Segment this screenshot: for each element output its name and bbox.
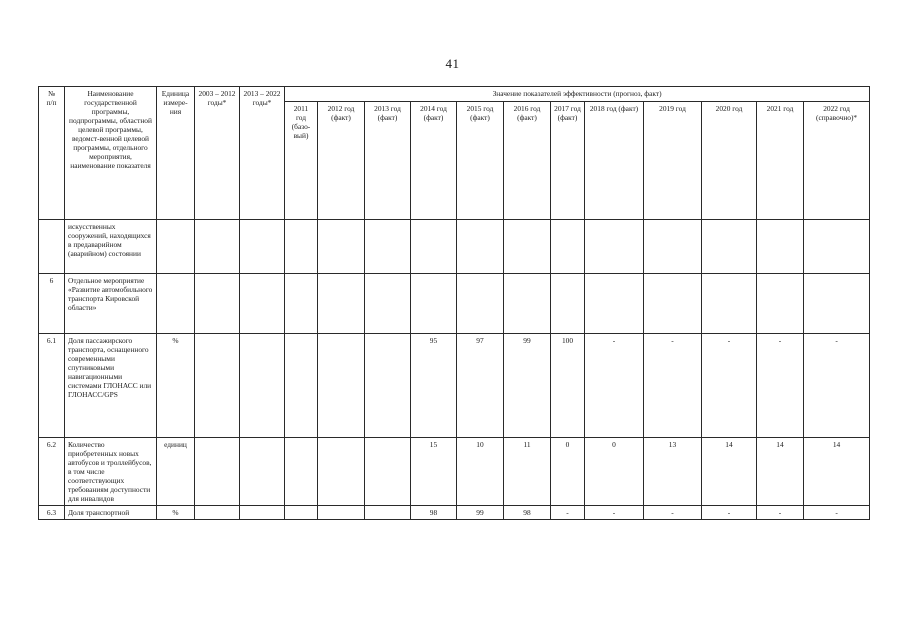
- row-unit: [157, 274, 195, 334]
- row-value: [757, 274, 804, 334]
- row-value: [551, 220, 585, 274]
- header-year: 2011 год (базо-вый): [285, 102, 318, 220]
- row-value: 99: [457, 506, 504, 520]
- row-value: -: [585, 506, 644, 520]
- row-value: 14: [757, 438, 804, 506]
- row-period-2013-2022: [240, 334, 285, 438]
- header-year: 2012 год (факт): [318, 102, 365, 220]
- row-value: [285, 506, 318, 520]
- row-period-2013-2022: [240, 506, 285, 520]
- row-unit: %: [157, 506, 195, 520]
- row-value: [365, 506, 411, 520]
- row-value: 98: [504, 506, 551, 520]
- row-value: -: [702, 334, 757, 438]
- row-value: -: [644, 506, 702, 520]
- row-value: 14: [804, 438, 870, 506]
- row-value: [804, 274, 870, 334]
- header-group-values: Значение показателей эффективности (прогноз, факт): [285, 87, 870, 102]
- row-value: [411, 274, 457, 334]
- row-value: [318, 220, 365, 274]
- row-value: [365, 334, 411, 438]
- row-value: [365, 274, 411, 334]
- row-value: [285, 334, 318, 438]
- row-value: 13: [644, 438, 702, 506]
- row-period-2013-2022: [240, 438, 285, 506]
- row-value: [804, 220, 870, 274]
- row-value: [644, 274, 702, 334]
- row-value: 10: [457, 438, 504, 506]
- row-num: 6: [39, 274, 65, 334]
- header-year: 2020 год: [702, 102, 757, 220]
- row-name: Доля пассажирского транспорта, оснащенного современными спутниковыми навигационными системами ГЛОНАСС или ГЛОНАСС/GPS: [65, 334, 157, 438]
- row-value: [551, 274, 585, 334]
- row-value: [365, 438, 411, 506]
- row-num: 6.3: [39, 506, 65, 520]
- row-period-2003-2012: [195, 220, 240, 274]
- row-value: [504, 220, 551, 274]
- row-value: [285, 438, 318, 506]
- table-row: [39, 220, 870, 274]
- row-value: [318, 438, 365, 506]
- header-year: 2016 год (факт): [504, 102, 551, 220]
- header-year: 2017 год (факт): [551, 102, 585, 220]
- row-period-2003-2012: [195, 506, 240, 520]
- row-value: [285, 274, 318, 334]
- row-value: 0: [585, 438, 644, 506]
- row-name: Отдельное мероприятие «Развитие автомобильного транспорта Кировской области»: [65, 274, 157, 334]
- row-value: [585, 274, 644, 334]
- header-year: 2021 год: [757, 102, 804, 220]
- row-value: [318, 506, 365, 520]
- row-value: -: [702, 506, 757, 520]
- row-value: [365, 220, 411, 274]
- row-value: 99: [504, 334, 551, 438]
- header-unit: Единица измере-ния: [157, 87, 195, 220]
- row-period-2003-2012: [195, 334, 240, 438]
- row-value: [457, 274, 504, 334]
- row-value: [285, 220, 318, 274]
- row-num: 6.2: [39, 438, 65, 506]
- row-period-2003-2012: [195, 274, 240, 334]
- row-value: [702, 220, 757, 274]
- header-name: Наименование государственной программы, подпрограммы, областной целевой программы, ведомст-венной целевой программы, отдельного мероприятия, наименование показателя: [65, 87, 157, 220]
- header-year: 2019 год: [644, 102, 702, 220]
- row-value: 95: [411, 334, 457, 438]
- header-num: № п/п: [39, 87, 65, 220]
- row-value: 14: [702, 438, 757, 506]
- row-value: [644, 220, 702, 274]
- table-row: [39, 274, 870, 334]
- header-year: 2018 год (факт): [585, 102, 644, 220]
- row-period-2013-2022: [240, 274, 285, 334]
- row-value: [318, 334, 365, 438]
- row-value: [757, 220, 804, 274]
- table-row: [39, 506, 870, 520]
- header-year: 2022 год (справочно)*: [804, 102, 870, 220]
- row-value: -: [551, 506, 585, 520]
- row-value: -: [804, 334, 870, 438]
- row-name: искусственных сооружений, находящихся в предаварийном (аварийном) состоянии: [65, 220, 157, 274]
- indicators-table: [38, 86, 870, 520]
- row-value: [585, 220, 644, 274]
- row-unit: единиц: [157, 438, 195, 506]
- row-num: [39, 220, 65, 274]
- row-value: -: [585, 334, 644, 438]
- row-value: 97: [457, 334, 504, 438]
- row-name: Доля транспортной: [65, 506, 157, 520]
- header-year: 2015 год (факт): [457, 102, 504, 220]
- row-unit: %: [157, 334, 195, 438]
- row-name: Количество приобретенных новых автобусов и троллейбусов, в том числе соответствующих требованиям доступности для инвалидов: [65, 438, 157, 506]
- row-value: -: [804, 506, 870, 520]
- row-value: [504, 274, 551, 334]
- header-period-2003-2012: 2003 – 2012 годы*: [195, 87, 240, 220]
- header-period-2013-2022: 2013 – 2022 годы*: [240, 87, 285, 220]
- row-value: [702, 274, 757, 334]
- row-period-2013-2022: [240, 220, 285, 274]
- header-year: 2013 год (факт): [365, 102, 411, 220]
- row-value: 98: [411, 506, 457, 520]
- header-year: 2014 год (факт): [411, 102, 457, 220]
- row-value: 11: [504, 438, 551, 506]
- table-row: [39, 438, 870, 506]
- row-value: 15: [411, 438, 457, 506]
- table-row: [39, 334, 870, 438]
- row-value: [457, 220, 504, 274]
- row-value: [411, 220, 457, 274]
- row-period-2003-2012: [195, 438, 240, 506]
- row-value: -: [757, 334, 804, 438]
- row-num: 6.1: [39, 334, 65, 438]
- row-value: -: [644, 334, 702, 438]
- row-unit: [157, 220, 195, 274]
- header-row-group: [39, 87, 870, 102]
- row-value: [318, 274, 365, 334]
- row-value: 100: [551, 334, 585, 438]
- row-value: 0: [551, 438, 585, 506]
- page-number: 41: [445, 56, 460, 71]
- row-value: -: [757, 506, 804, 520]
